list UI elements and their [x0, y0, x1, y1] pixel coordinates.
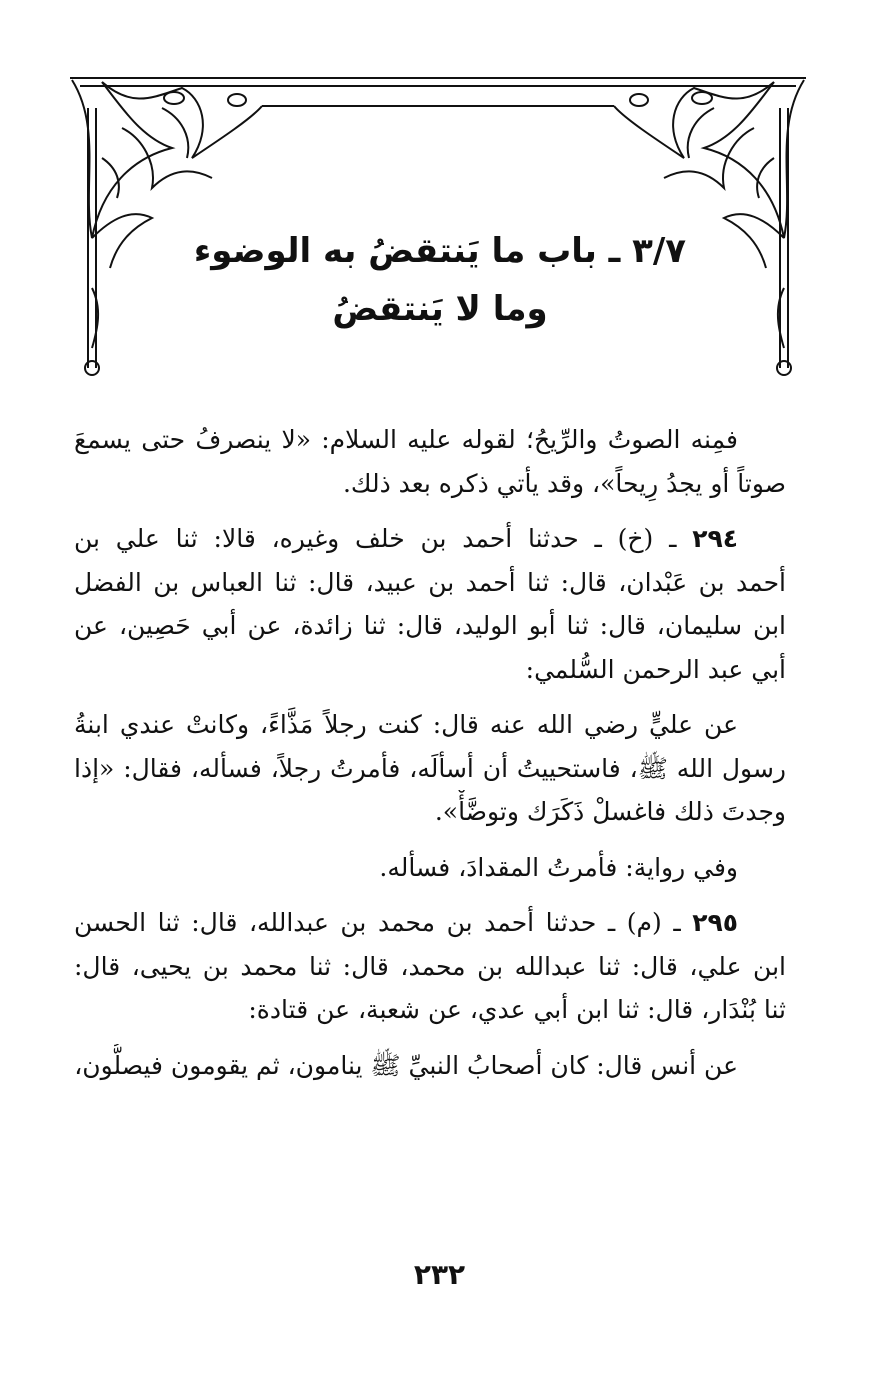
text-line: عن عليٍّ رضي الله عنه قال: كنت رجلاً مَذَّاءً، وكانتْ عندي ابنةُ: [74, 710, 738, 739]
body-text: [74, 418, 786, 1087]
text-line: ابن علي، قال: ثنا عبدالله بن محمد، قال: ثنا محمد بن يحيى، قال:: [74, 951, 786, 981]
chapter-heading-line-1: ٣/٧ ـ باب ما يَنتقضُ به الوضوء: [193, 231, 687, 271]
hadith-number: ٢٩٤: [692, 524, 739, 553]
text-line: عن أنس قال: كان أصحابُ النبيِّ ﷺ ينامون، ثم يقومون فيصلُّون،: [74, 1050, 738, 1080]
page-number: ٢٣٢: [413, 1258, 466, 1291]
hadith-295-matn: [74, 1044, 786, 1088]
text-line: صوتاً أو يجدُ رِيحاً»، وقد يأتي ذكره بعد ذلك.: [342, 468, 786, 498]
text-line: أحمد بن عَبْدان، قال: ثنا أحمد بن عبيد، قال: ثنا العباس بن الفضل: [74, 567, 786, 597]
text-line: [74, 517, 786, 561]
text-line: [74, 901, 786, 945]
paragraph-intro: [74, 418, 786, 505]
text-line: ابن سليمان، قال: ثنا أبو الوليد، قال: ثنا زائدة، عن أبي حَصِين، عن: [74, 611, 786, 640]
text-segment: ـ (م) ـ حدثنا أحمد بن محمد بن عبدالله، قال: ثنا الحسن: [74, 908, 681, 937]
text-line: أبي عبد الرحمن السُّلمي:: [525, 654, 786, 684]
text-line: ثنا بُنْدَار، قال: ثنا ابن أبي عدي، عن شعبة، عن قتادة:: [248, 995, 786, 1024]
chapter-heading: [150, 222, 730, 338]
chapter-heading-line-2: وما لا يَنتقضُ: [332, 289, 548, 329]
hadith-number: ٢٩٥: [692, 908, 738, 937]
riwaya-note: [74, 846, 786, 890]
text-line: فمِنه الصوتُ والرِّيحُ؛ لقوله عليه السلام: «لا ينصرفُ حتى يسمعَ: [74, 425, 738, 454]
text-segment: ـ (خ) ـ حدثنا أحمد بن خلف وغيره، قالا: ثنا علي بن: [74, 524, 677, 553]
text-line: وجدتَ ذلك فاغسلْ ذَكَرَك وتوضَّأْ».: [434, 797, 786, 826]
text-line: وفي رواية: فأمرتُ المقدادَ، فسأله.: [379, 852, 738, 882]
hadith-295: [74, 901, 786, 1032]
hadith-294-matn: [74, 703, 786, 834]
hadith-294: [74, 517, 786, 691]
text-line: رسول الله ﷺ، فاستحييتُ أن أسألَه، فأمرتُ رجلاً، فسأله، فقال: «إذا: [74, 753, 786, 783]
